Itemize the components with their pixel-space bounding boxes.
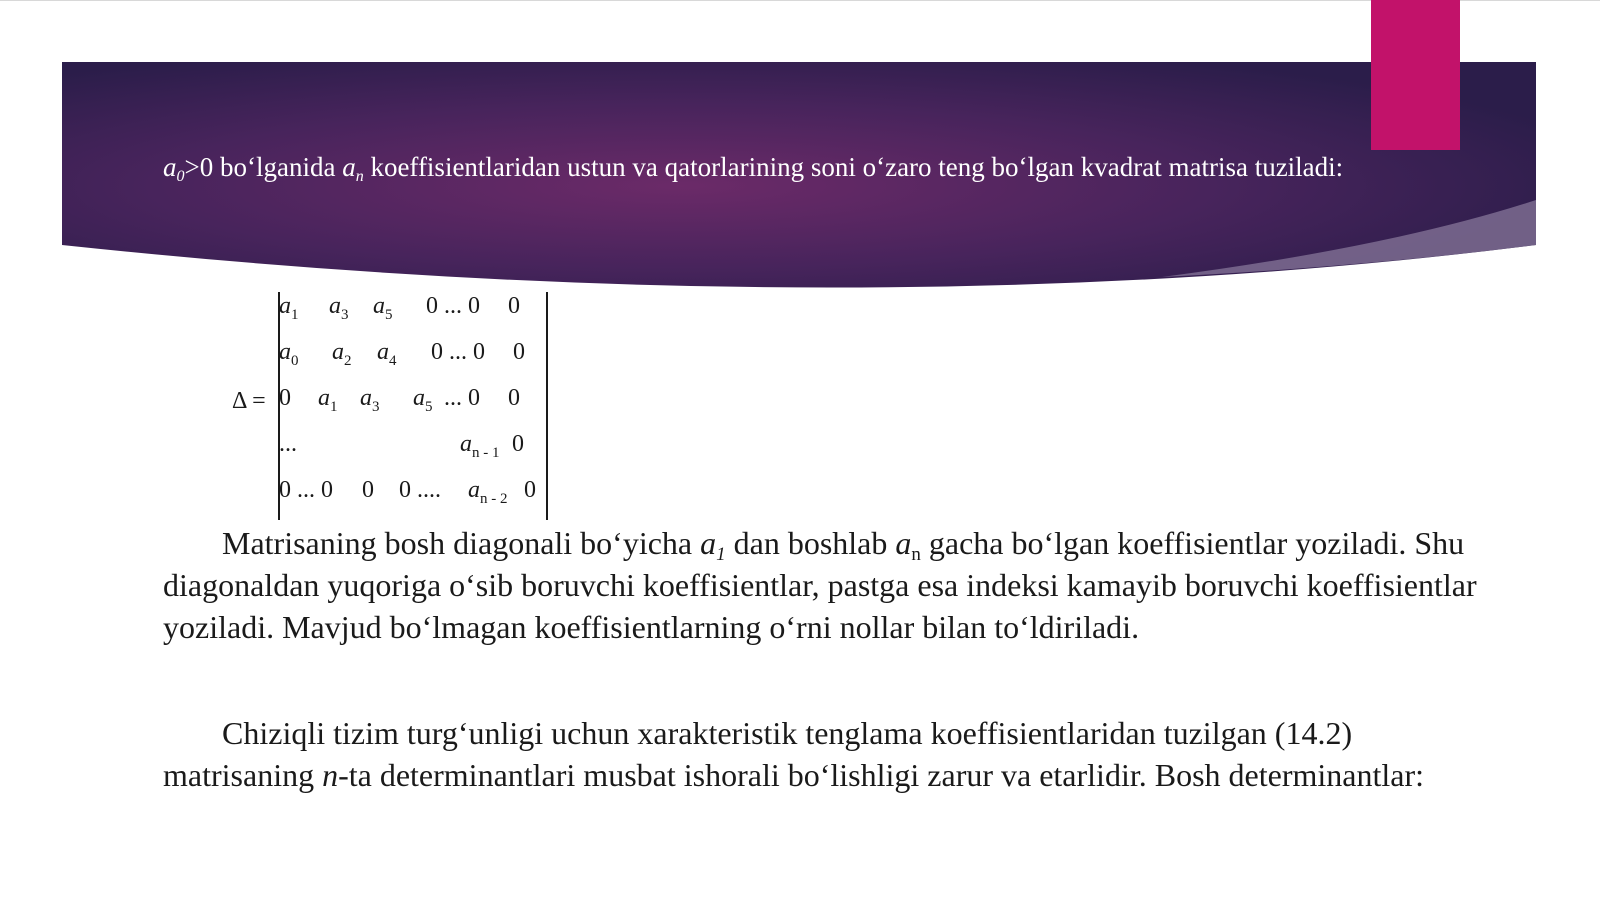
delta-equals: Δ = <box>232 388 266 414</box>
matrix-cell: $a_3$ <box>329 293 349 323</box>
matrix-cell: $a_1$ <box>279 293 299 323</box>
an-symbol: $a_n$ <box>342 152 364 185</box>
matrix-cell: $a_3$ <box>360 385 380 415</box>
matrix-cell: 0 <box>524 477 536 503</box>
matrix-cell: $a_4$ <box>377 339 397 369</box>
matrix-cell: $a_{n - 1}$ <box>460 431 500 461</box>
matrix-cell: 0 .... <box>399 477 441 503</box>
paragraph-stability-condition: Chiziqli tizim turg‘unligi uchun xarakteristik tenglama koeffisientlaridan tuzilgan (14.2) matrisaning n-ta determinantlari musbat ishorali bo‘lishligi zarur va etarlidir. Bosh determinantlar: <box>163 715 1424 793</box>
top-divider <box>0 0 1600 1</box>
matrix-cell: 0 <box>279 385 291 411</box>
matrix-cell: $a_0$ <box>279 339 299 369</box>
accent-bar <box>1371 0 1460 150</box>
matrix-cell: 0 ... 0 <box>279 477 333 503</box>
an-symbol: a <box>895 525 912 561</box>
matrix-cell: 0 <box>512 431 524 457</box>
matrix-cell: 0 <box>513 339 525 365</box>
n-symbol: n <box>322 757 339 793</box>
matrix-cell: 0 <box>362 477 374 503</box>
paragraph-matrix-description: Matrisaning bosh diagonali bo‘yicha $a_1$ dan boshlab $a_n$ gacha bo‘lgan koeffisientlar yoziladi. Shu diagonaldan yuqoriga o‘sib boruvchi koeffisientlar, pastga esa indeksi kamayib boruvchi koeffisientlar yoziladi. Mavjud bo‘lmagan koeffisientlarning o‘rni nollar bilan to‘ldiriladi. <box>163 525 1477 645</box>
matrix-cell: ... <box>279 431 297 457</box>
matrix-cell: $a_5$ <box>373 293 393 323</box>
determinant-right-bar <box>546 292 548 520</box>
matrix-cell: $a_1$ <box>318 385 338 415</box>
matrix-cell: $a_{n - 2}$ <box>468 477 508 507</box>
matrix-cell: $a_5$ <box>413 385 433 415</box>
matrix-cell: 0 <box>508 385 520 411</box>
matrix-cell: 0 ... 0 <box>426 293 480 319</box>
matrix-cell: $a_2$ <box>332 339 352 369</box>
matrix-cell: ... 0 <box>444 385 480 411</box>
header-text: $a_0>0$ bo‘lganida $a_n$ koeffisientlaridan ustun va qatorlarining soni o‘zaro teng bo‘lgan kvadrat matrisa tuziladi: <box>163 152 1344 185</box>
matrix-cell: 0 ... 0 <box>431 339 485 365</box>
determinant-matrix <box>232 292 552 520</box>
a0-symbol: $a_0$ <box>163 152 185 185</box>
matrix-cell: 0 <box>508 293 520 319</box>
a1-symbol: $a_1$ <box>700 525 726 565</box>
